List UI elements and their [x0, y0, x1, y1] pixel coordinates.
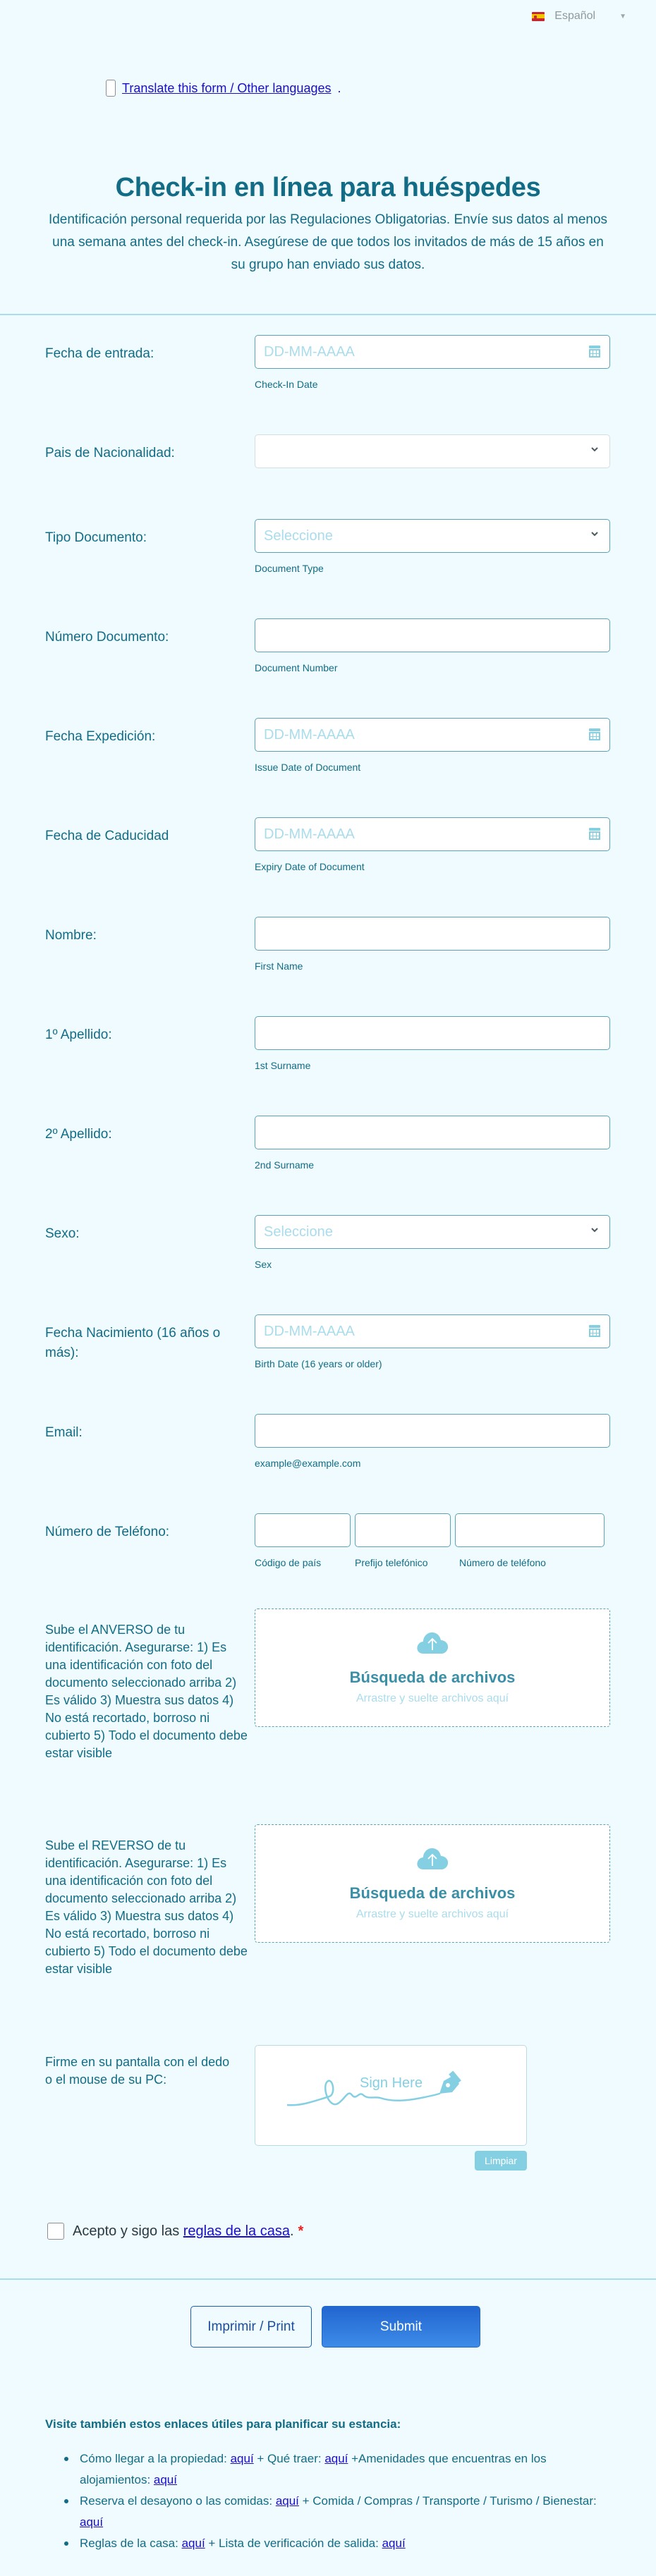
language-label: Español: [554, 10, 596, 22]
field-sublabel: Issue Date of Document: [255, 762, 361, 773]
field-sublabel: Document Number: [255, 662, 338, 673]
calendar-icon[interactable]: [589, 728, 600, 740]
email-input[interactable]: [255, 1414, 610, 1448]
field-label: Pais de Nacionalidad:: [45, 446, 175, 460]
link-what-to-bring[interactable]: aquí: [324, 2452, 348, 2465]
terms-text: Acepto y sigo las reglas de la casa. *: [73, 2223, 304, 2239]
chevron-down-icon: [590, 444, 600, 454]
link-breakfast[interactable]: aquí: [275, 2494, 299, 2508]
upload-title: Búsqueda de archivos: [349, 1668, 516, 1686]
first-name-input[interactable]: [255, 917, 610, 951]
doc-number-input[interactable]: [255, 618, 610, 652]
birth-date-input[interactable]: DD-MM-AAAA: [255, 1314, 610, 1348]
link-amenities[interactable]: aquí: [153, 2473, 177, 2486]
sex-select[interactable]: Seleccione: [255, 1215, 610, 1249]
issue-date-input[interactable]: DD-MM-AAAA: [255, 718, 610, 752]
link-house-rules[interactable]: aquí: [181, 2537, 205, 2550]
area-code-input[interactable]: [355, 1513, 451, 1547]
form-header: [0, 173, 656, 276]
field-label: Fecha Expedición:: [45, 729, 156, 744]
upload-hint: Arrastre y suelte archivos aquí: [356, 1908, 509, 1920]
field-label: Número Documento:: [45, 630, 169, 645]
chevron-down-icon: [590, 529, 600, 539]
field-label: Fecha de Caducidad: [45, 829, 169, 843]
file-upload-dropzone[interactable]: [255, 1824, 610, 1943]
cloud-upload-icon: [416, 1630, 449, 1654]
field-sublabel: Código de país: [255, 1557, 322, 1568]
upload-title: Búsqueda de archivos: [349, 1884, 516, 1902]
expiry-date-input[interactable]: DD-MM-AAAA: [255, 817, 610, 851]
signature-pen-icon: [287, 2070, 492, 2112]
field-label: Nombre:: [45, 928, 97, 943]
field-sublabel: example@example.com: [255, 1458, 361, 1469]
field-sublabel: Sex: [255, 1259, 272, 1270]
page-title: Check-in en línea para huéspedes: [115, 173, 541, 202]
signature-pad[interactable]: [255, 2045, 527, 2146]
field-sublabel: First Name: [255, 960, 303, 972]
house-rules-link[interactable]: reglas de la casa: [183, 2223, 290, 2239]
checkin-date-input[interactable]: DD-MM-AAAA: [255, 335, 610, 369]
field-label: Fecha de entrada:: [45, 346, 154, 361]
divider: [0, 2278, 656, 2280]
field-sublabel: Prefijo telefónico: [355, 1557, 428, 1568]
link-checkout-list[interactable]: aquí: [382, 2537, 406, 2550]
field-label: 1º Apellido:: [45, 1027, 112, 1042]
translate-row: Translate this form / Other languages .: [106, 80, 341, 97]
phone-number-input[interactable]: [455, 1513, 605, 1547]
translate-link[interactable]: Translate this form / Other languages: [122, 80, 332, 95]
field-label: Email:: [45, 1425, 83, 1440]
clear-signature-button[interactable]: Limpiar: [475, 2151, 527, 2171]
calendar-icon[interactable]: [589, 828, 600, 840]
link-directions[interactable]: aquí: [230, 2452, 254, 2465]
field-label: 2º Apellido:: [45, 1127, 112, 1142]
language-selector[interactable]: [532, 10, 626, 23]
surname2-input[interactable]: [255, 1116, 610, 1149]
caret-down-icon: ▼: [619, 12, 626, 20]
signature-placeholder: Sign Here: [360, 2075, 423, 2091]
field-label: Tipo Documento:: [45, 530, 147, 545]
calendar-icon[interactable]: [589, 346, 600, 358]
chevron-down-icon: [590, 1225, 600, 1235]
field-sublabel: Birth Date (16 years or older): [255, 1358, 382, 1369]
country-code-input[interactable]: [255, 1513, 351, 1547]
field-sublabel: 1st Surname: [255, 1060, 311, 1071]
print-button[interactable]: Imprimir / Print: [190, 2306, 312, 2348]
list-item: Reglas de la casa: aquí + Lista de verificación de salida: aquí: [80, 2533, 609, 2554]
field-sublabel: Check-In Date: [255, 379, 318, 390]
field-sublabel: 2nd Surname: [255, 1159, 315, 1171]
surname1-input[interactable]: [255, 1016, 610, 1050]
field-label: Sube el ANVERSO de tu identificación. Asegurarse: 1) Es una identificación con foto del documento seleccionado arriba 2) Es válido 3) Muestra sus datos 4) No está recortado, borroso ni cubierto 5) Todo el documento debe estar visible: [45, 1623, 248, 1760]
translate-checkbox[interactable]: [106, 80, 116, 97]
upload-hint: Arrastre y suelte archivos aquí: [356, 1692, 509, 1704]
submit-button[interactable]: Submit: [322, 2306, 480, 2348]
list-item: Cómo llegar a la propiedad: aquí + Qué traer: aquí +Amenidades que encuentras en los alojamientos: aquí: [80, 2448, 609, 2491]
terms-checkbox[interactable]: [47, 2223, 64, 2240]
field-label: Sexo:: [45, 1226, 80, 1241]
calendar-icon[interactable]: [589, 1325, 600, 1337]
field-label: Sube el REVERSO de tu identificación. Asegurarse: 1) Es una identificación con foto del documento seleccionado arriba 2) Es válido 3) Muestra sus datos 4) No está recortado, borroso ni cubierto 5) Todo el documento debe estar visible: [45, 1838, 248, 1976]
link-wellness[interactable]: aquí: [80, 2515, 104, 2529]
field-sublabel: Document Type: [255, 563, 324, 574]
spain-flag-icon: [532, 12, 545, 21]
cloud-upload-icon: [416, 1846, 449, 1870]
required-asterisk: *: [298, 2223, 304, 2239]
nationality-select[interactable]: [255, 434, 610, 468]
terms-row: [47, 2223, 303, 2240]
file-upload-dropzone[interactable]: [255, 1609, 610, 1727]
page-description: Identificación personal requerida por las Regulaciones Obligatorias. Envíe sus datos al menos una semana antes del check-in. Asegúrese de que todos los invitados de más de 15 años en su grupo han enviado sus datos.: [48, 212, 608, 272]
field-label: Fecha Nacimiento (16 años o más):: [45, 1326, 221, 1360]
list-item: Reserva el desayono o las comidas: aquí + Comida / Compras / Transporte / Turismo / Bienestar: aquí: [80, 2491, 609, 2533]
form-buttons: [190, 2306, 480, 2348]
field-label: Número de Teléfono:: [45, 1525, 170, 1539]
field-label: Firme en su pantalla con el dedo o el mouse de su PC:: [45, 2055, 230, 2087]
field-sublabel: Número de teléfono: [459, 1557, 546, 1568]
links-heading: Visite también estos enlaces útiles para planificar su estancia:: [45, 2417, 401, 2431]
divider: [0, 314, 656, 315]
doc-type-select[interactable]: Seleccione: [255, 519, 610, 553]
field-sublabel: Expiry Date of Document: [255, 861, 365, 872]
useful-links: [45, 2417, 609, 2554]
